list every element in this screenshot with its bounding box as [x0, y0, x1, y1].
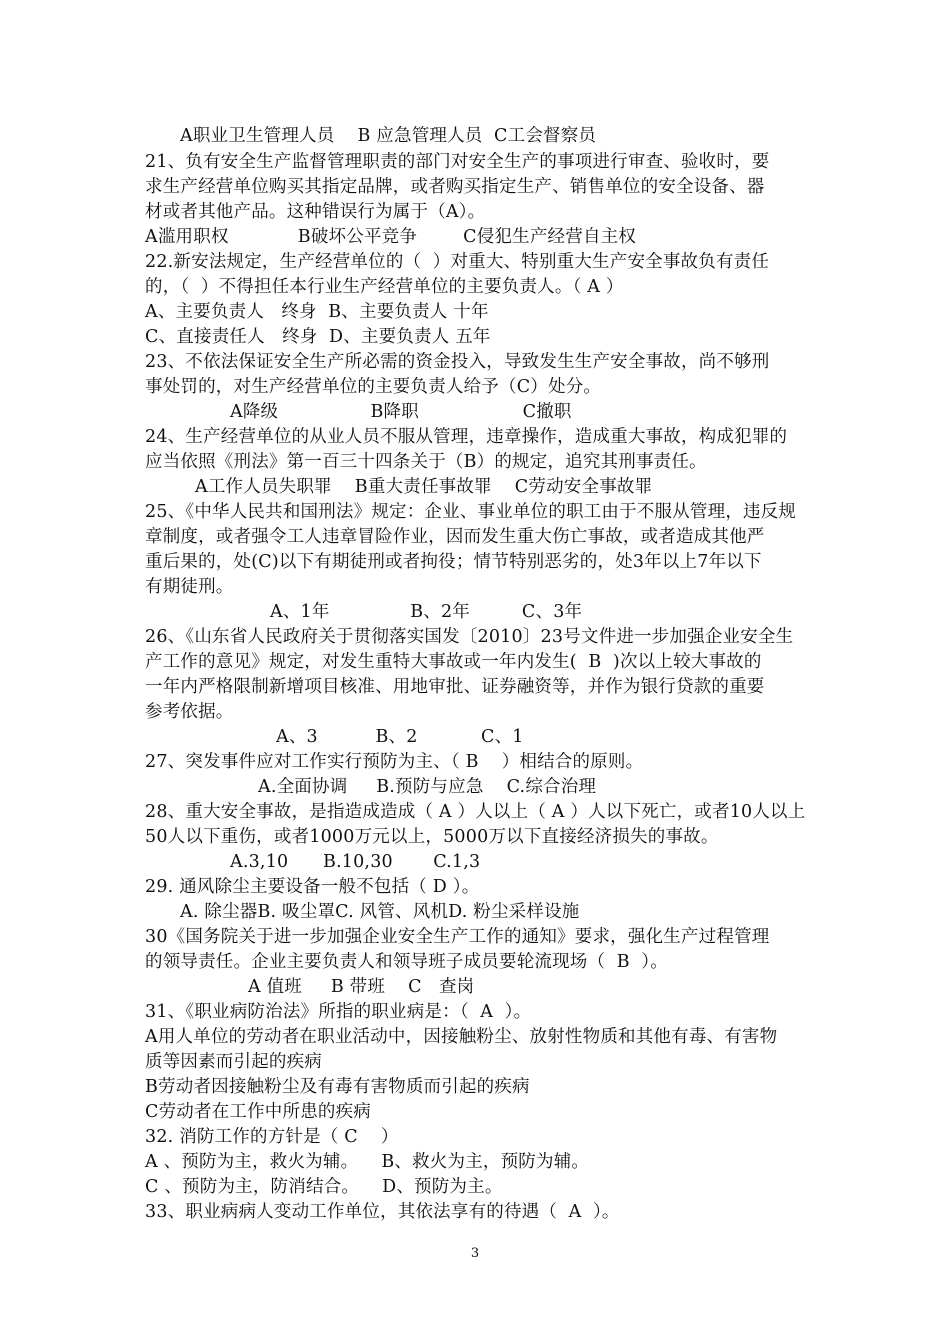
text-line: 50人以下重伤，或者1000万元以上，5000万以下直接经济损失的事故。 — [145, 827, 719, 847]
question-22: 22.新安法规定，生产经营单位的（ ）对重大、特别重大生产安全事故负有责任 — [145, 252, 770, 272]
options-line: A 值班 B 带班 C 查岗 — [248, 977, 475, 997]
option-a: A用人单位的劳动者在职业活动中，因接触粉尘、放射性物质和其他有毒、有害物 — [145, 1027, 778, 1047]
options-line: A、1年 B、2年 C、3年 — [270, 602, 583, 622]
options-line: C 、预防为主，防消结合。 D、预防为主。 — [145, 1177, 503, 1197]
text-line: 质等因素而引起的疾病 — [145, 1052, 322, 1072]
text-line: 的领导责任。企业主要负责人和领导班子成员要轮流现场（ B ）。 — [145, 952, 668, 972]
text-line: 产工作的意见》规定，对发生重特大事故或一年内发生( B )次以上较大事故的 — [145, 652, 762, 672]
text-line: 重后果的，处(C)以下有期徒刑或者拘役；情节特别恶劣的，处3年以上7年以下 — [145, 552, 762, 572]
options-line: A滥用职权 B破坏公平竞争 C侵犯生产经营自主权 — [145, 227, 637, 247]
option-b: B劳动者因接触粉尘及有毒有害物质而引起的疾病 — [145, 1077, 530, 1097]
text-line: 参考依据。 — [145, 702, 234, 722]
options-line: A工作人员失职罪 B重大责任事故罪 C劳动安全事故罪 — [195, 477, 653, 497]
question-24: 24、生产经营单位的从业人员不服从管理，违章操作，造成重大事故，构成犯罪的 — [145, 427, 788, 447]
question-21: 21、负有安全生产监督管理职责的部门对安全生产的事项进行审查、验收时，要 — [145, 152, 770, 172]
question-25: 25、《中华人民共和国刑法》规定：企业、事业单位的职工由于不服从管理，违反规 — [145, 502, 797, 522]
text-line: A职业卫生管理人员 B 应急管理人员 C工会督察员 — [180, 126, 597, 146]
text-line: 的，（ ）不得担任本行业生产经营单位的主要负责人。（ A ） — [145, 277, 624, 297]
text-line: 有期徒刑。 — [145, 577, 234, 597]
text-line: 材或者其他产品。这种错误行为属于（A）。 — [145, 202, 486, 222]
question-27: 27、突发事件应对工作实行预防为主、（ B ）相结合的原则。 — [145, 752, 644, 772]
options-line: A. 除尘器B. 吸尘罩C. 风管、风机D. 粉尘采样设施 — [180, 902, 580, 922]
options-line: A.3,10 B.10,30 C.1,3 — [230, 852, 481, 872]
options-line: C、直接责任人 终身 D、主要负责人 五年 — [145, 327, 491, 347]
question-23: 23、不依法保证安全生产所必需的资金投入，导致发生生产安全事故，尚不够刑 — [145, 352, 770, 372]
question-29: 29. 通风除尘主要设备一般不包括（ D ）。 — [145, 877, 480, 897]
text-line: 应当依照《刑法》第一百三十四条关于（B）的规定，追究其刑事责任。 — [145, 452, 707, 472]
option-c: C劳动者在工作中所患的疾病 — [145, 1102, 371, 1122]
text-line: 事处罚的，对生产经营单位的主要负责人给予（C）处分。 — [145, 377, 602, 397]
text-line: 一年内严格限制新增项目核准、用地审批、证券融资等，并作为银行贷款的重要 — [145, 677, 765, 697]
options-line: A、3 B、2 C、1 — [276, 727, 524, 747]
question-26: 26、《山东省人民政府关于贯彻落实国发〔2010〕23号文件进一步加强企业安全生 — [145, 627, 794, 647]
page-number: 3 — [470, 1246, 480, 1261]
question-33: 33、职业病病人变动工作单位，其依法享有的待遇（ A ）。 — [145, 1202, 620, 1222]
question-30: 30《国务院关于进一步加强企业安全生产工作的通知》要求，强化生产过程管理 — [145, 927, 770, 947]
options-line: A 、预防为主，救火为辅。 B、救火为主，预防为辅。 — [145, 1152, 590, 1172]
options-line: A、主要负责人 终身 B、主要负责人 十年 — [145, 302, 489, 322]
question-28: 28、重大安全事故，是指造成造成（ A ）人以上（ A ）人以下死亡，或者10人以上 — [145, 802, 806, 822]
text-line: 求生产经营单位购买其指定品牌，或者购买指定生产、销售单位的安全设备、器 — [145, 177, 765, 197]
options-line: A降级 B降职 C撤职 — [230, 402, 572, 422]
question-32: 32. 消防工作的方针是（ C ） — [145, 1127, 399, 1147]
text-line: 章制度，或者强令工人违章冒险作业，因而发生重大伤亡事故，或者造成其他严 — [145, 527, 765, 547]
options-line: A.全面协调 B.预防与应急 C.综合治理 — [258, 777, 597, 797]
question-31: 31、《职业病防治法》所指的职业病是：（ A ）。 — [145, 1002, 532, 1022]
